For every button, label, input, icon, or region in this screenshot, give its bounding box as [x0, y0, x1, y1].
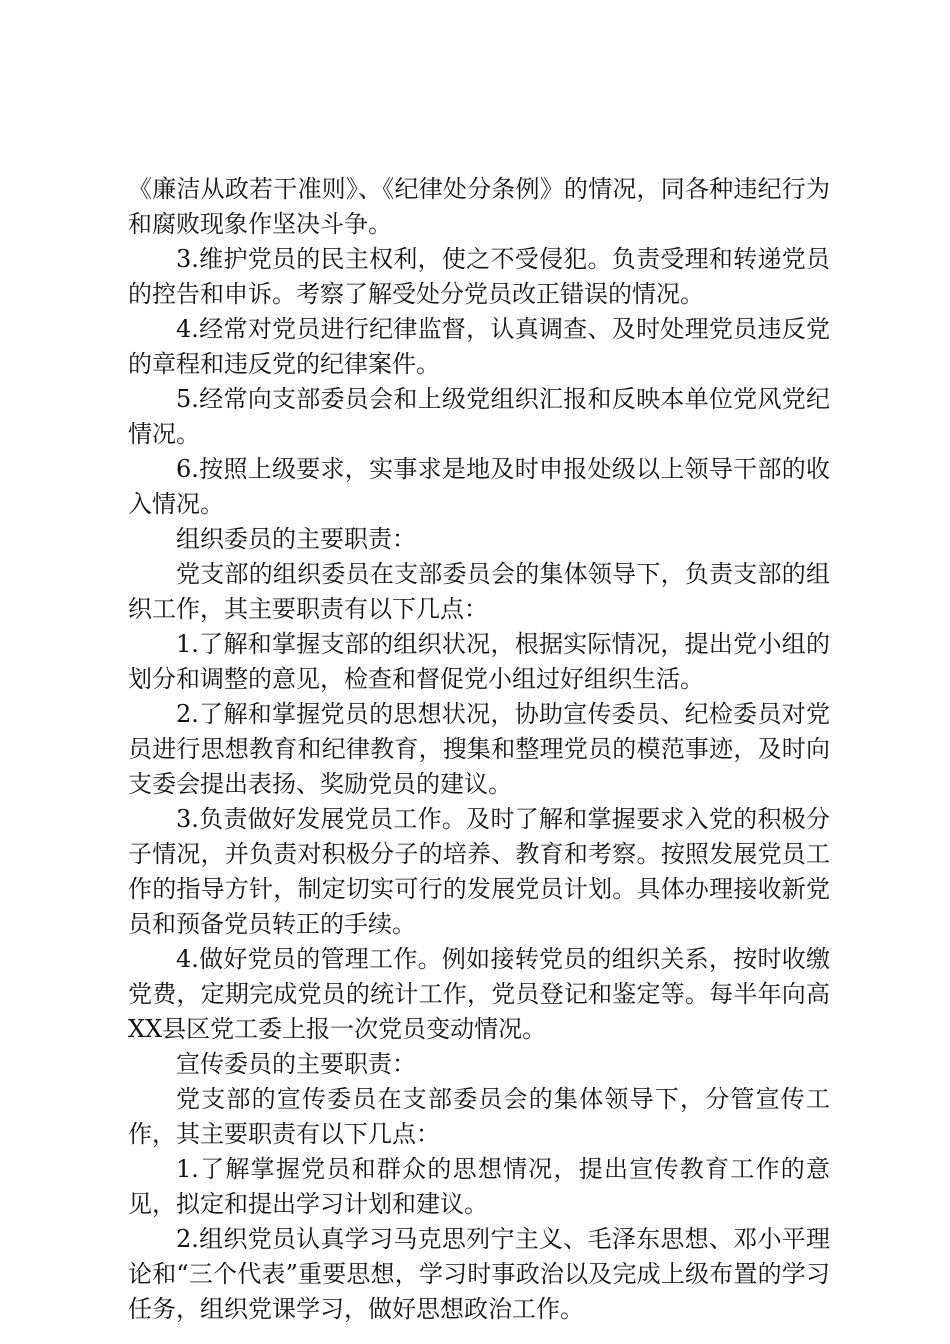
paragraph: 1.了解掌握党员和群众的思想情况，提出宣传教育工作的意见，拟定和提出学习计划和建议。: [128, 1155, 830, 1218]
paragraph: 4.做好党员的管理工作。例如接转党员的组织关系，按时收缴党费，定期完成党员的统计工作，党员登记和鉴定等。每半年向高XX县区党工委上报一次党员变动情况。: [128, 945, 830, 1043]
paragraph: 5.经常向支部委员会和上级党组织汇报和反映本单位党风党纪情况。: [128, 385, 830, 448]
document-body: [128, 172, 830, 1327]
paragraph: 3.维护党员的民主权利，使之不受侵犯。负责受理和转递党员的控告和申诉。考察了解受处分党员改正错误的情况。: [128, 245, 830, 308]
section-heading: 宣传委员的主要职责：: [176, 1050, 416, 1078]
paragraph: 党支部的宣传委员在支部委员会的集体领导下，分管宣传工作，其主要职责有以下几点：: [128, 1085, 830, 1148]
paragraph: 《廉洁从政若干准则》、《纪律处分条例》的情况，同各种违纪行为和腐败现象作坚决斗争。: [128, 175, 830, 238]
paragraph: 2.组织党员认真学习马克思列宁主义、毛泽东思想、邓小平理论和“三个代表”重要思想，学习时事政治以及完成上级布置的学习任务，组织党课学习，做好思想政治工作。: [128, 1225, 830, 1323]
paragraph: 1.了解和掌握支部的组织状况，根据实际情况，提出党小组的划分和调整的意见，检查和督促党小组过好组织生活。: [128, 630, 830, 693]
paragraph: 党支部的组织委员在支部委员会的集体领导下，负责支部的组织工作，其主要职责有以下几点：: [128, 560, 830, 623]
section-heading: 组织委员的主要职责：: [176, 525, 416, 553]
paragraph: 4.经常对党员进行纪律监督，认真调查、及时处理党员违反党的章程和违反党的纪律案件。: [128, 315, 830, 378]
paragraph: 6.按照上级要求，实事求是地及时申报处级以上领导干部的收入情况。: [128, 455, 830, 518]
paragraph: 3.负责做好发展党员工作。及时了解和掌握要求入党的积极分子情况，并负责对积极分子的培养、教育和考察。按照发展党员工作的指导方针，制定切实可行的发展党员计划。具体办理接收新党员和预备党员转正的手续。: [128, 805, 830, 938]
paragraph: 2.了解和掌握党员的思想状况，协助宣传委员、纪检委员对党员进行思想教育和纪律教育，搜集和整理党员的模范事迹，及时向支委会提出表扬、奖励党员的建议。: [128, 700, 830, 798]
